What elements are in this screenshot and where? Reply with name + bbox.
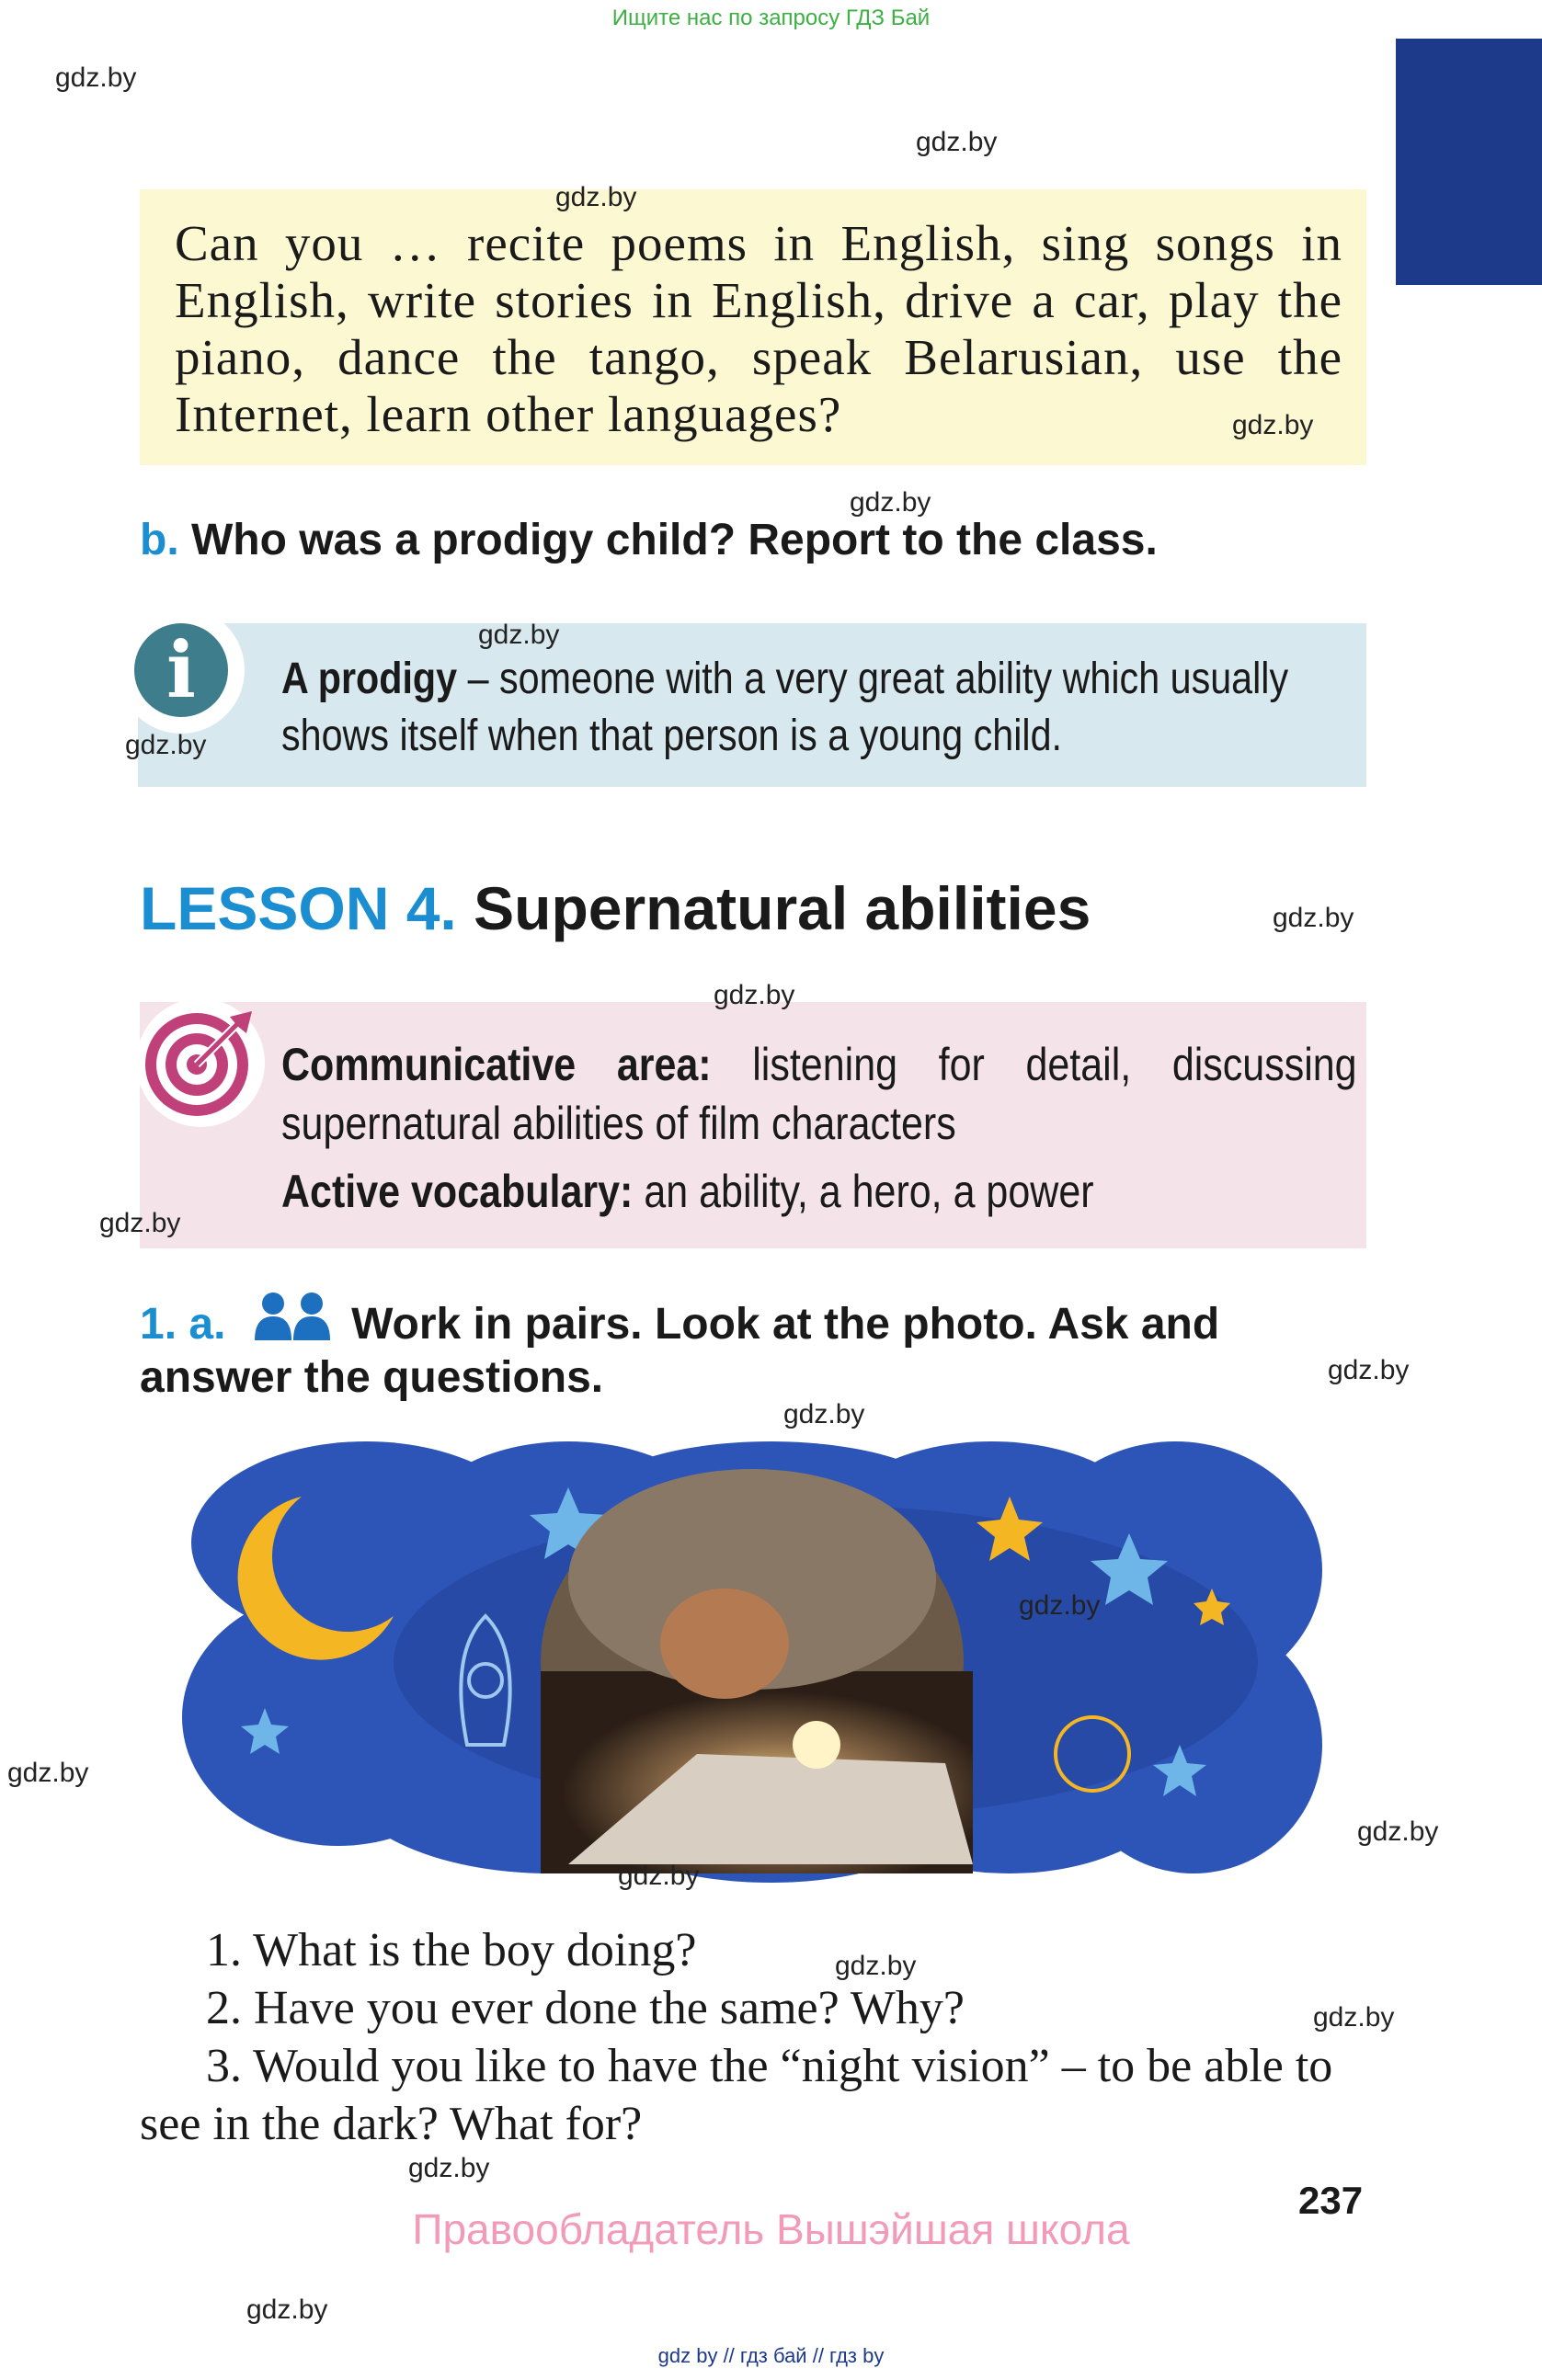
pair-work-icon [255,1291,332,1342]
lesson-number: LESSON 4. [140,874,457,942]
watermark: gdz.by [7,1758,89,1788]
lesson-title [140,873,1091,943]
vocab-label: Active vocabulary: [281,1166,634,1217]
question-3: 3. Would you like to have the “night vision” – to be able to see in the dark? What for? [140,2040,1333,2150]
communicative-label: Communicative area: [281,1039,712,1090]
watermark: gdz.by [478,620,560,650]
goals-text [281,1035,1357,1221]
footer-links[interactable]: gdz by // гдз бай // гдз by [657,2344,885,2367]
task-b-text: Who was a prodigy child? Report to the class. [191,516,1158,564]
questions [140,1921,1366,2153]
watermark: gdz.by [850,487,931,518]
watermark: gdz.by [125,730,207,760]
watermark: gdz.by [1357,1816,1439,1847]
info-definition-text: – someone with a very great ability which usually shows itself when that person is a young child. [281,655,1289,760]
communicative-area [281,1035,1357,1153]
watermark: gdz.by [246,2295,328,2325]
task-b [140,515,1158,565]
watermark: gdz.by [1232,410,1314,440]
info-term: A prodigy [281,655,458,703]
question-1: 1. What is the boy doing? [206,1924,697,1976]
watermark: gdz.by [1313,2002,1395,2033]
exercise-1 [140,1291,1366,1405]
copyright: Правообладатель Вышэйшая школа [412,2205,1130,2253]
watermark: gdz.by [408,2153,490,2183]
vocab-text: an ability, a hero, a power [633,1166,1094,1217]
communicative-text: listening for detail, discussing supernatural abilities of film characters [281,1039,1357,1149]
info-icon: i [134,623,228,717]
watermark: gdz.by [714,980,795,1010]
watermark: gdz.by [1328,1355,1410,1385]
question-2: 2. Have you ever done the same? Why? [206,1982,965,2034]
info-definition [281,651,1349,765]
watermark: gdz.by [55,63,137,93]
watermark: gdz.by [1273,903,1354,933]
watermark: gdz.by [783,1399,865,1429]
task-b-letter: b. [140,516,179,564]
intro-text: Can you … recite poems in English, sing songs in English, write stories in English, drive a car, play the piano, dance the tango, speak Belarusian, use the Internet, learn other languages? [175,215,1342,442]
exercise-instruction: Work in pairs. Look at the photo. Ask and answer the questions. [140,1300,1220,1402]
exercise-number: 1. a. [140,1300,226,1349]
lesson-name: Supernatural abilities [456,874,1091,942]
watermark: gdz.by [835,1951,917,1981]
page-number: 237 [1298,2179,1364,2222]
watermark: gdz.by [555,182,637,212]
watermark: gdz.by [618,1861,700,1891]
watermark: gdz.by [916,127,998,157]
active-vocabulary [281,1162,1357,1221]
side-tab [1396,39,1542,285]
watermark: gdz.by [1019,1590,1101,1621]
night-sky-illustration [182,1441,1322,1883]
search-hint: Ищите нас по запросу ГДЗ Бай [611,6,931,30]
target-icon [142,1004,259,1122]
watermark: gdz.by [99,1208,181,1238]
